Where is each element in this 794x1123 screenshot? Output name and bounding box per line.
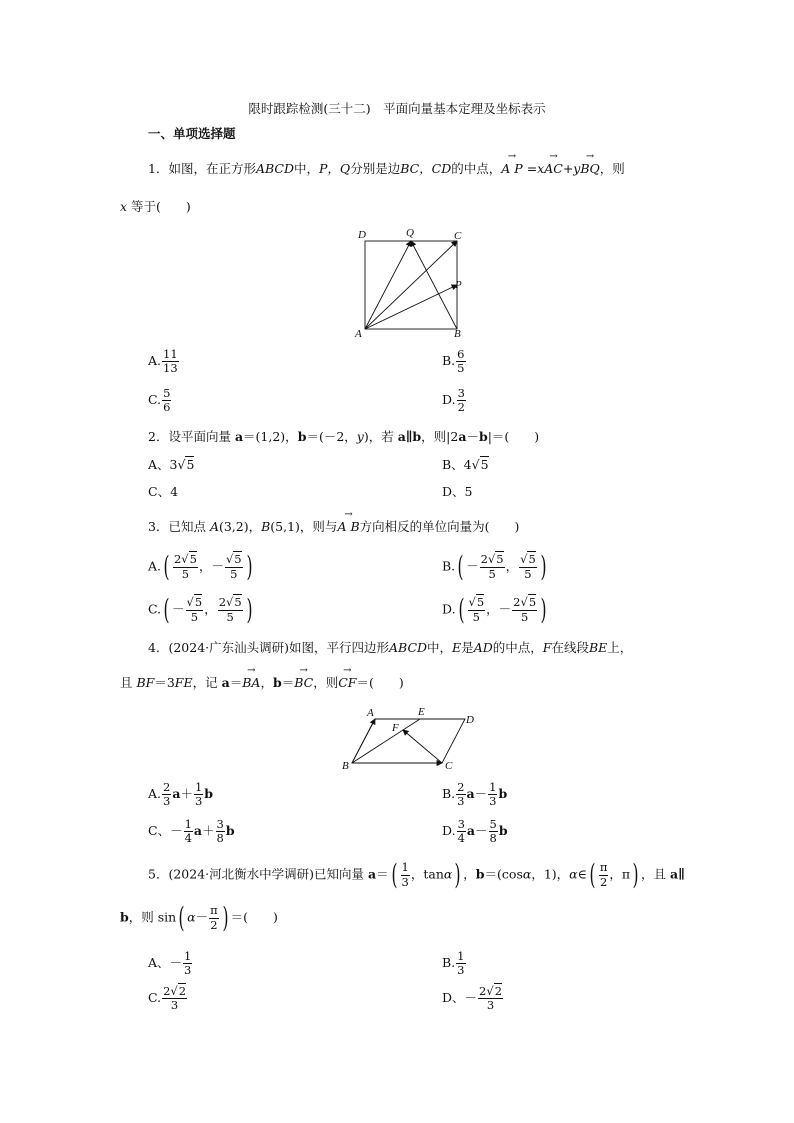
q5-option-d[interactable]: D、－ $\frac{2√2}{3}$ (442, 984, 503, 1013)
arrow-ap (365, 285, 457, 329)
arrow-cf (403, 730, 442, 763)
q3-option-b[interactable]: B.( － $\frac{2√5}{5}$ ， $\frac{√5}{5}$ ) (442, 550, 547, 583)
vector-ab: → A B (337, 521, 359, 534)
label-d: D (466, 714, 474, 726)
q5-option-a[interactable]: A、－ $\frac{1}{3}$ (148, 949, 192, 978)
q1-text: 分别是边 (350, 161, 401, 176)
vector-bc: → BC (294, 677, 313, 690)
q1-text: 1．如图，在正方形 (148, 161, 256, 176)
label-d: D (358, 229, 366, 241)
label-b: B (454, 328, 461, 340)
q1-text: 的中点， (451, 161, 502, 176)
arrow-ac (365, 241, 457, 329)
parallelogram-outline (352, 719, 465, 763)
question-4-stem: 4．(2024·广东汕头调研)如图，平行四边形ABCD中，E是AD的中点，F在线段BE上， (148, 640, 633, 655)
question-1-stem-line2 (120, 201, 191, 214)
q1-var: P，Q (319, 161, 351, 176)
q5-option-b[interactable]: B. $\frac{1}{3}$ (442, 949, 465, 978)
question-3-stem: 3．已知点 A(3,2)，B(5,1)，则与→ A B方向相反的单位向量为( ) (148, 521, 519, 534)
q1-var: BC，CD (400, 161, 452, 176)
vector-cf: → CF (338, 677, 356, 690)
label-e: E (418, 706, 425, 718)
label-c: C (454, 230, 462, 242)
vector-ac: → AC (544, 163, 563, 176)
q1-var: x (120, 199, 128, 214)
q4-option-c[interactable]: C、－ $\frac{1}{4}$ a＋ $\frac{3}{8}$ b (148, 817, 235, 846)
q3-option-d[interactable]: D.( $\frac{√5}{5}$ ，－ $\frac{2√5}{5}$ ) (442, 593, 547, 626)
question-5-stem-line2: b，则 sin( α－ $\frac{\pi}{2}$ ) ＝( ) (120, 901, 278, 934)
question-4-stem-line2: 且 BF＝3FE，记 a＝→ BA，b＝→ BC，则→ CF＝( ) (120, 677, 404, 690)
vector-ap: → A P (501, 163, 522, 176)
q1-text: ，则 (599, 161, 625, 176)
question-2-stem: 2．设平面向量 a＝(1,2)，b＝(－2，y)，若 a∥b，则|2a－b|＝( ) (148, 429, 540, 444)
arrow-aq (365, 241, 411, 329)
segment-be (352, 719, 420, 763)
parallelogram-figure (338, 702, 488, 774)
q4-option-a[interactable]: A. $\frac{2}{3}$ a＋ $\frac{1}{3}$ b (148, 780, 214, 809)
question-5-stem: 5．(2024·河北衡水中学调研)已知向量 a＝( $\frac{1}{3}$ ，tanα) ，b＝(cosα，1)，α∈( $\frac{\pi}{2}$ ，π) ，且 a∥ (148, 858, 685, 891)
question-1-stem (148, 163, 625, 176)
arrow-ba (352, 719, 375, 763)
arrow-bq (411, 241, 457, 329)
q1-text: =x (522, 161, 545, 176)
q2-option-a[interactable]: A、3√5 (148, 457, 195, 472)
q2-option-d[interactable]: D、5 (442, 484, 473, 499)
label-a: A (367, 707, 374, 719)
label-a: A (355, 328, 362, 340)
q4-option-b[interactable]: B. $\frac{2}{3}$ a－ $\frac{1}{3}$ b (442, 780, 508, 809)
q1-var: ABCD (255, 161, 294, 176)
q3-option-a[interactable]: A.( $\frac{2√5}{5}$ ，－ $\frac{√5}{5}$ ) (148, 550, 253, 583)
q2-option-b[interactable]: B、4√5 (442, 457, 489, 472)
q1-option-a[interactable]: A. $\frac{11}{13}$ (148, 347, 178, 376)
label-b: B (342, 760, 349, 772)
vector-bq: → BQ (580, 163, 599, 176)
q1-text: 等于( ) (127, 199, 191, 214)
q1-text: +y (562, 161, 581, 176)
q1-option-b[interactable]: B. $\frac{6}{5}$ (442, 347, 465, 376)
section-heading: 一、单项选择题 (148, 126, 236, 141)
square-figure (350, 224, 480, 342)
q1-text: 中， (294, 161, 320, 176)
q2-option-c[interactable]: C、4 (148, 484, 179, 499)
label-c: C (445, 760, 453, 772)
vector-ba: → BA (242, 677, 260, 690)
q1-option-d[interactable]: D. $\frac{3}{2}$ (442, 386, 465, 415)
page-title: 限时跟踪检测(三十二) 平面向量基本定理及坐标表示 (248, 101, 546, 116)
q1-option-c[interactable]: C. $\frac{5}{6}$ (148, 386, 171, 415)
label-q: Q (406, 227, 414, 239)
q3-option-c[interactable]: C.( － $\frac{√5}{5}$ ， $\frac{2√5}{5}$ ) (148, 593, 253, 626)
q4-option-d[interactable]: D. $\frac{3}{4}$ a－ $\frac{5}{8}$ b (442, 817, 508, 846)
q5-option-c[interactable]: C. $\frac{2√2}{3}$ (148, 984, 187, 1013)
label-f: F (392, 722, 399, 734)
label-p: P (455, 279, 462, 291)
